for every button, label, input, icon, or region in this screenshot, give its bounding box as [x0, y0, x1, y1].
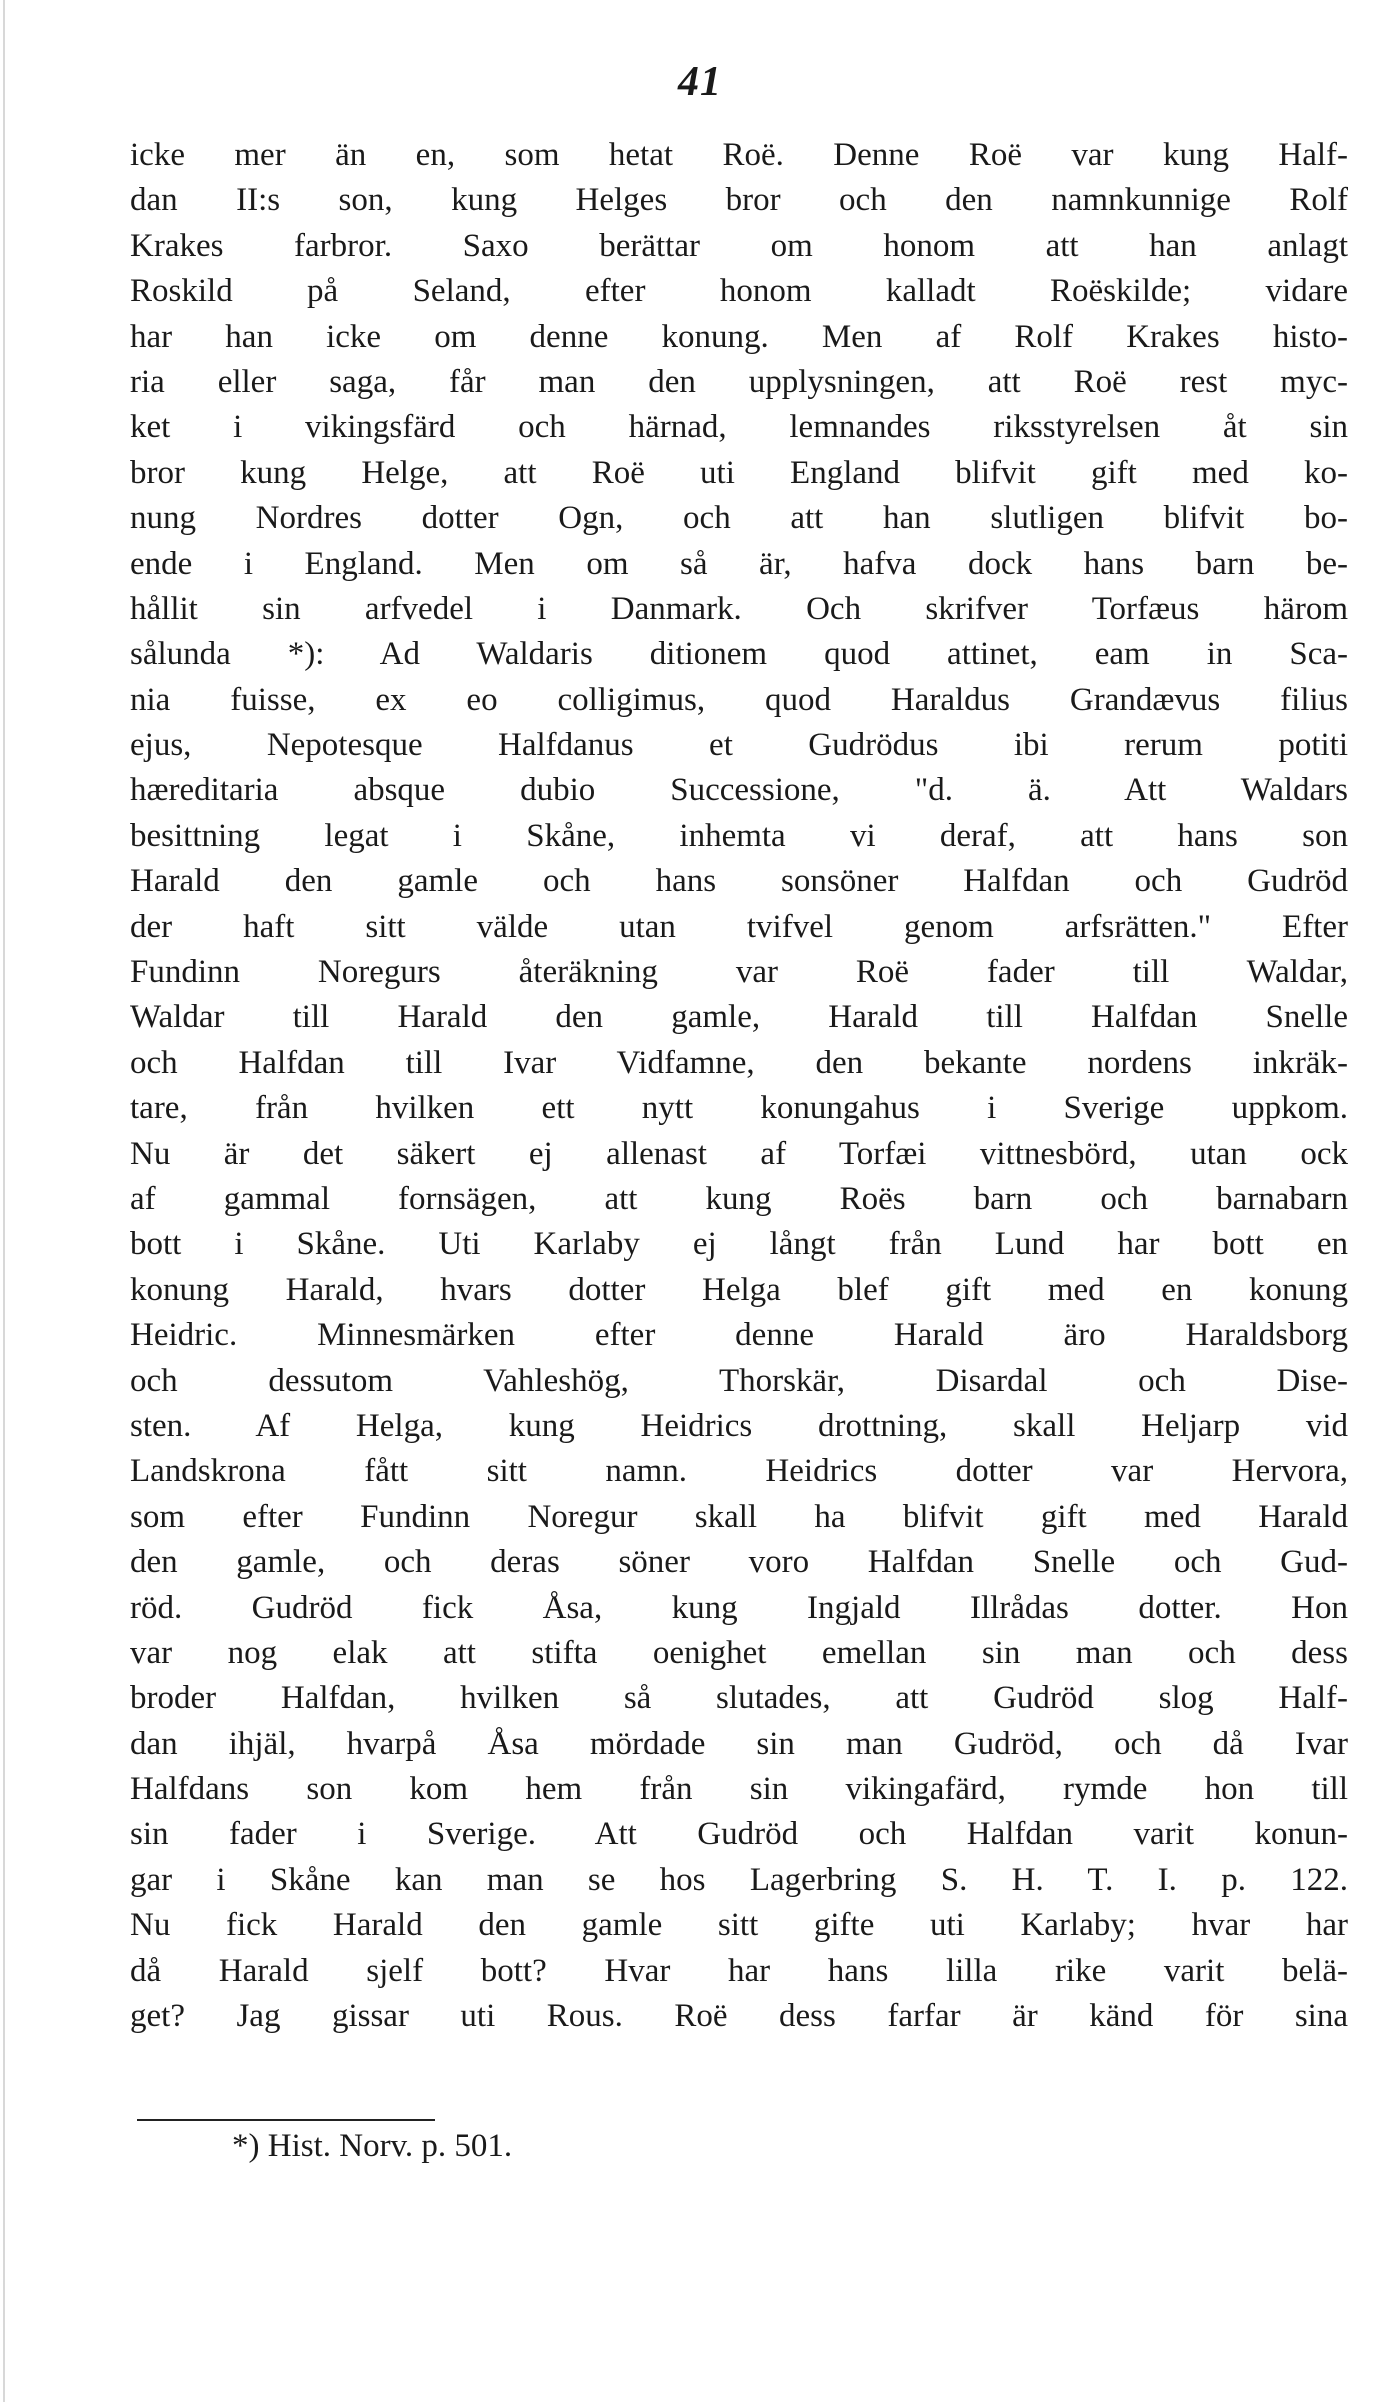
text-line: då Harald sjelf bott? Hvar har hans lilla rike varit belä- — [130, 1952, 1348, 1989]
text-line: ria eller saga, får man den upplysningen, att Roë rest myc- — [130, 363, 1348, 400]
text-line: gar i Skåne kan man se hos Lagerbring S. H. T. I. p. 122. — [130, 1861, 1348, 1898]
text-line: röd. Gudröd fick Åsa, kung Ingjald Illrådas dotter. Hon — [130, 1589, 1348, 1626]
text-line: besittning legat i Skåne, inhemta vi deraf, att hans son — [130, 817, 1348, 854]
text-line: nung Nordres dotter Ogn, och att han slutligen blifvit bo- — [130, 500, 1348, 537]
text-line: Landskrona fått sitt namn. Heidrics dotter var Hervora, — [130, 1453, 1348, 1490]
text-line: icke mer än en, som hetat Roë. Denne Roë var kung Half- — [130, 137, 1348, 173]
text-line: Harald den gamle och hans sonsöner Halfdan och Gudröd — [130, 863, 1348, 900]
text-line: Fundinn Noregurs återäkning var Roë fader till Waldar, — [130, 954, 1348, 991]
footnote: *) Hist. Norv. p. 501. — [232, 2128, 513, 2164]
page-number: 41 — [678, 59, 722, 105]
text-line: Roskild på Seland, efter honom kalladt Roëskilde; vidare — [130, 273, 1348, 310]
text-line: nia fuisse, ex eo colligimus, quod Haraldus Grandævus filius — [130, 681, 1348, 718]
text-line: Nu fick Harald den gamle sitt gifte uti Karlaby; hvar har — [130, 1907, 1348, 1944]
text-line: dan II:s son, kung Helges bror och den namnkunnige Rolf — [130, 182, 1348, 219]
page-edge-shadow — [3, 0, 5, 2402]
text-line: sin fader i Sverige. Att Gudröd och Halfdan varit konun- — [130, 1816, 1348, 1853]
text-line: hæreditaria absque dubio Successione, "d. ä. Att Waldars — [130, 772, 1348, 809]
text-line: har han icke om denne konung. Men af Rolf Krakes histo- — [130, 318, 1348, 355]
text-line: Nu är det säkert ej allenast af Torfæi vittnesbörd, utan ock — [130, 1135, 1348, 1172]
text-line: tare, från hvilken ett nytt konungahus i Sverige uppkom. — [130, 1090, 1348, 1127]
text-line: ket i vikingsfärd och härnad, lemnandes riksstyrelsen åt sin — [130, 409, 1348, 446]
text-line: broder Halfdan, hvilken så slutades, att Gudröd slog Half- — [130, 1680, 1348, 1717]
text-line: af gammal fornsägen, att kung Roës barn och barnabarn — [130, 1180, 1348, 1217]
text-line: den gamle, och deras söner voro Halfdan Snelle och Gud- — [130, 1544, 1348, 1581]
text-line: bott i Skåne. Uti Karlaby ej långt från Lund har bott en — [130, 1226, 1348, 1263]
text-line: sten. Af Helga, kung Heidrics drottning, skall Heljarp vid — [130, 1407, 1348, 1444]
text-line: Halfdans son kom hem från sin vikingafärd, rymde hon till — [130, 1771, 1348, 1808]
text-line: ende i England. Men om så är, hafva dock hans barn be- — [130, 545, 1348, 582]
text-line: Waldar till Harald den gamle, Harald till Halfdan Snelle — [130, 999, 1348, 1036]
text-line: dan ihjäl, hvarpå Åsa mördade sin man Gudröd, och då Ivar — [130, 1725, 1348, 1762]
body-text — [130, 133, 1348, 2039]
text-line: som efter Fundinn Noregur skall ha blifvit gift med Harald — [130, 1498, 1348, 1535]
text-line: bror kung Helge, att Roë uti England blifvit gift med ko- — [130, 454, 1348, 491]
text-line: ejus, Nepotesque Halfdanus et Gudrödus ibi rerum potiti — [130, 727, 1348, 764]
footnote-divider — [137, 2119, 435, 2121]
text-line: och Halfdan till Ivar Vidfamne, den bekante nordens inkräk- — [130, 1044, 1348, 1081]
text-line: der haft sitt välde utan tvifvel genom arfsrätten." Efter — [130, 908, 1348, 945]
text-line: Krakes farbror. Saxo berättar om honom att han anlagt — [130, 227, 1348, 264]
text-line: och dessutom Vahleshög, Thorskär, Disardal och Dise- — [130, 1362, 1348, 1399]
text-line: get? Jag gissar uti Rous. Roë dess farfar är känd för sina — [130, 1998, 1348, 2035]
text-line: Heidric. Minnesmärken efter denne Harald äro Haraldsborg — [130, 1317, 1348, 1354]
text-line: var nog elak att stifta oenighet emellan sin man och dess — [130, 1634, 1348, 1671]
text-line: sålunda *): Ad Waldaris ditionem quod attinet, eam in Sca- — [130, 636, 1348, 673]
text-line: konung Harald, hvars dotter Helga blef gift med en konung — [130, 1271, 1348, 1308]
text-line: hållit sin arfvedel i Danmark. Och skrifver Torfæus härom — [130, 590, 1348, 627]
